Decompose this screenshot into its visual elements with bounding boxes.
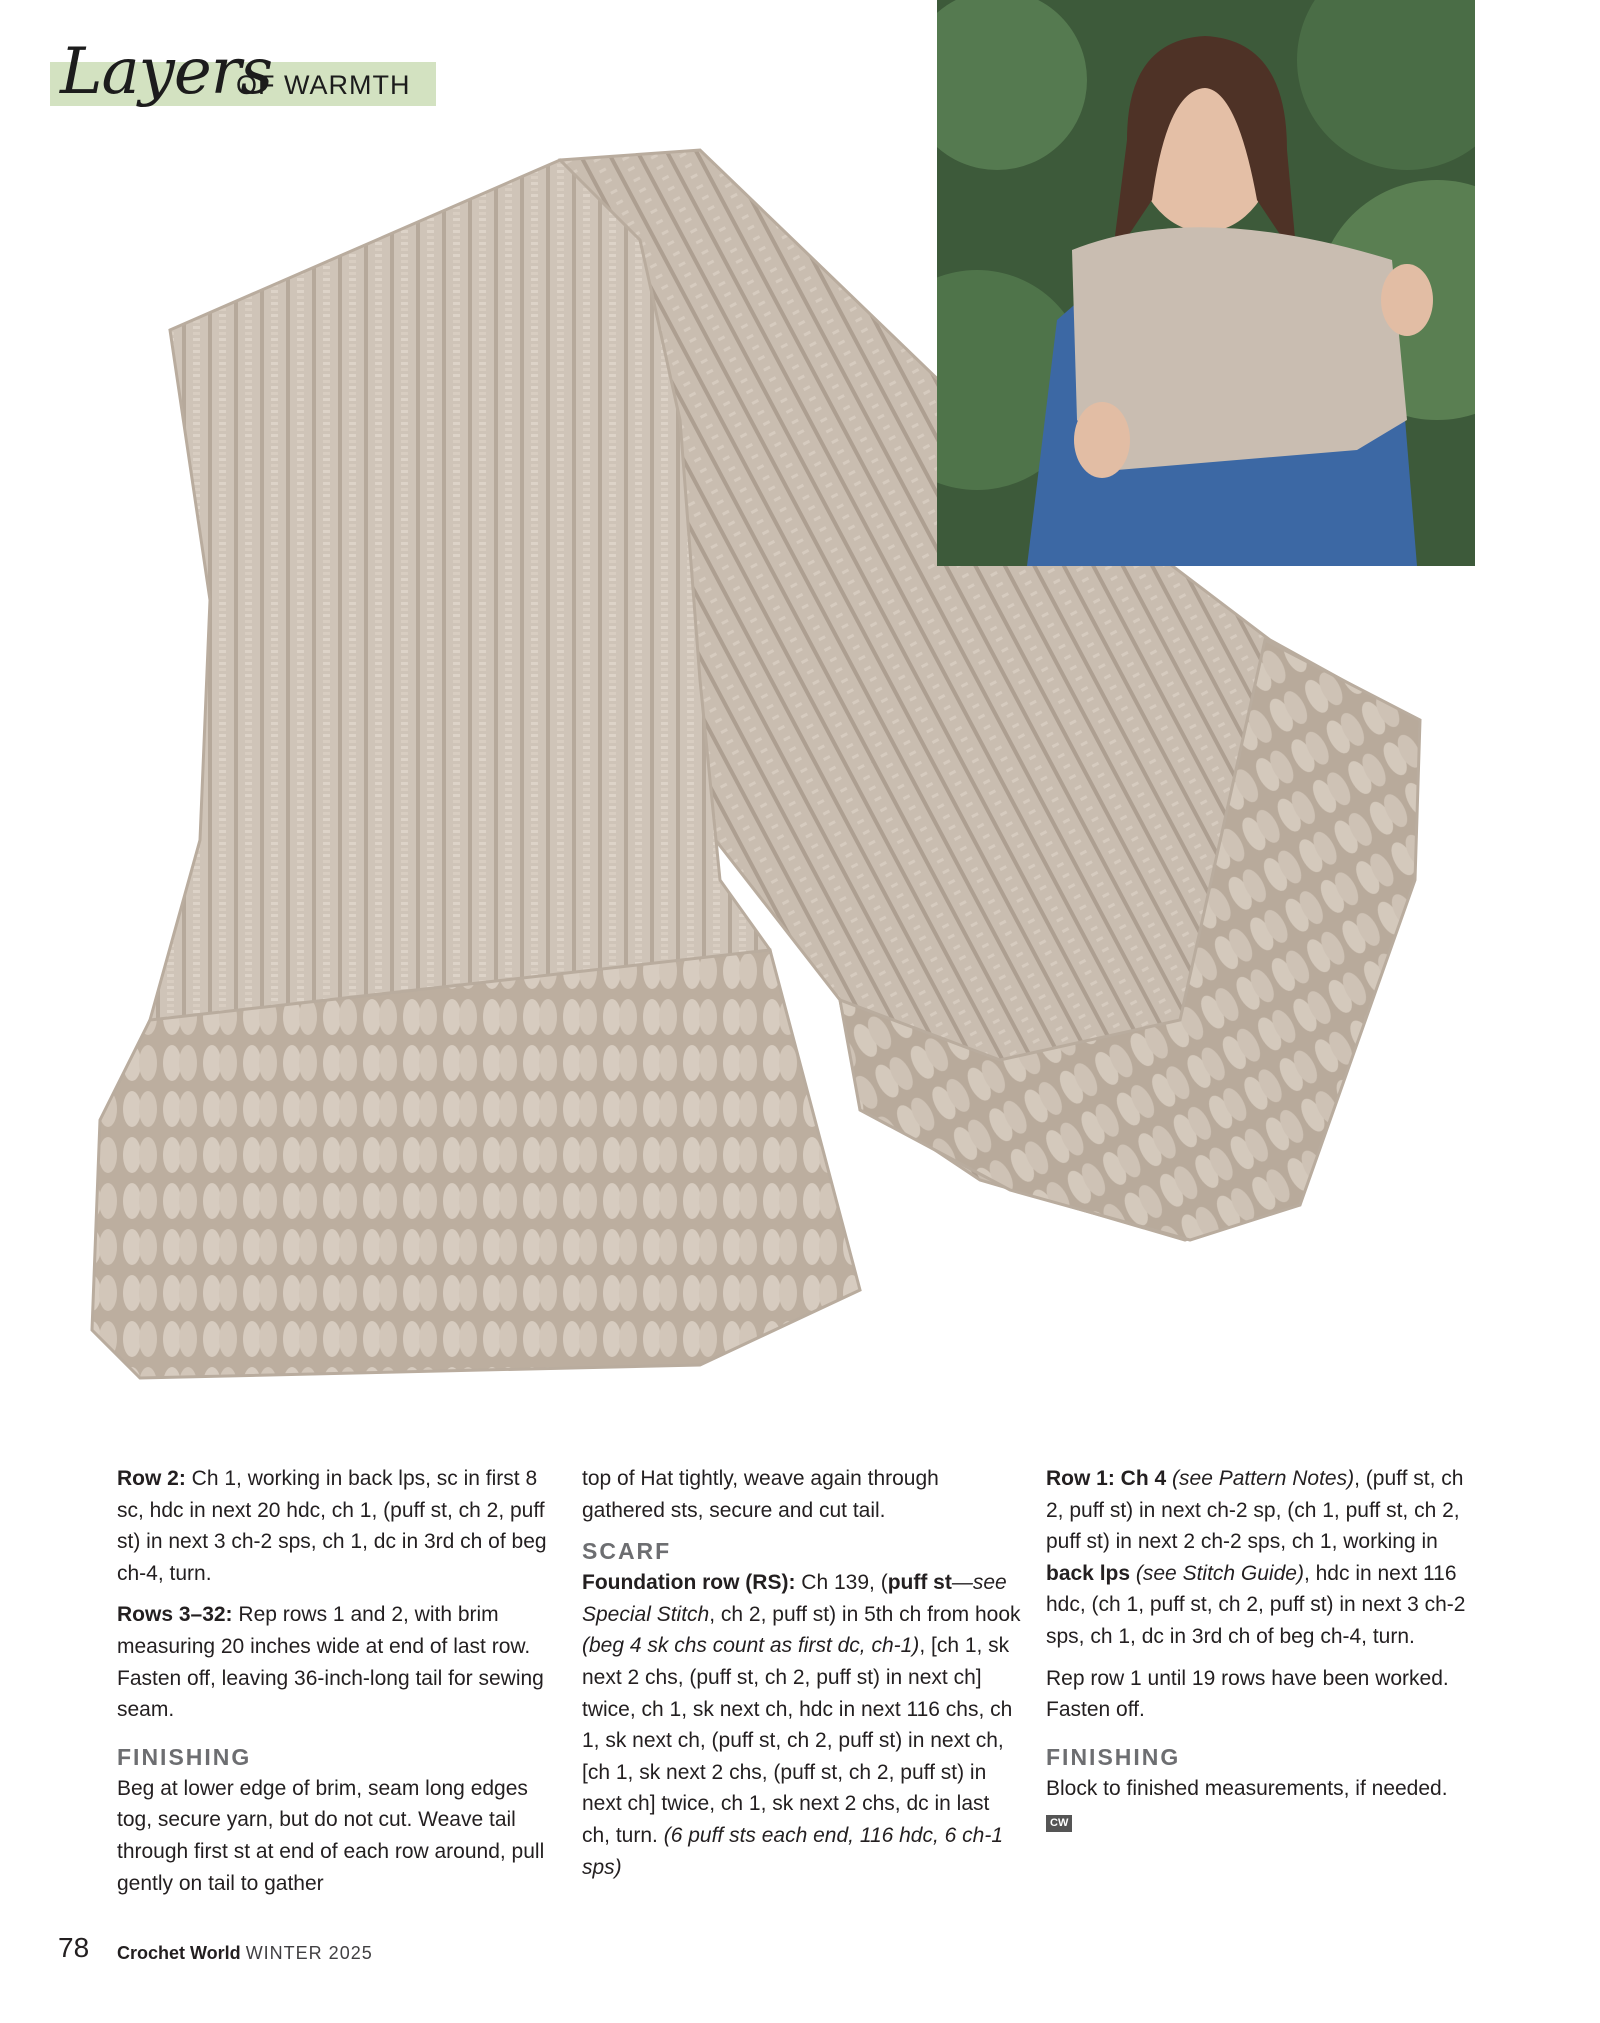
stitch-count-note: (6 puff sts each end, 116 hdc, 6 ch-1 sps) — [582, 1823, 1004, 1879]
row-1-text-1: , (puff st, ch 2, puff st) in next ch-2 sp, (ch 1, puff st, ch 2, puff st) in next 2 ch-2 sps, ch 1, working in — [1046, 1467, 1464, 1554]
repeat-text: Rep row 1 until 19 rows have been worked. Fasten off. — [1046, 1666, 1449, 1722]
foundation-text-2: , ch 2, puff st) in 5th ch from hook — [709, 1602, 1021, 1626]
row-2-text: Ch 1, working in back lps, sc in first 8 sc, hdc in next 20 hdc, ch 1, (puff st, ch 2, puff st) in next 3 ch-2 sps, ch 1, dc in 3rd ch of beg ch-4, turn. — [117, 1467, 547, 1585]
puff-st-term: puff st — [887, 1571, 952, 1595]
foundation-row-paragraph — [582, 1567, 1022, 1883]
hat-continuation-text: top of Hat tightly, weave again through gathered sts, secure and cut tail. — [582, 1467, 939, 1522]
row-1-paragraph — [1046, 1463, 1486, 1653]
foundation-text-3: , [ch 1, sk next 2 chs, (puff st, ch 2, puff st) in next ch] twice, ch 1, sk next ch, hdc in next 116 chs, ch 1, sk next ch, (puff st, ch 2, puff st) in next ch, [ch 1, sk next 2 chs, (puff st, ch 2, puff st) in next ch] twice, ch 1, sk next 2 chs, dc in last ch, turn. — [582, 1634, 1013, 1847]
finishing-text: Beg at lower edge of brim, seam long edges tog, secure yarn, but do not cut. Weave tail through first st at end of each row around, pull gently on tail to gather — [117, 1776, 545, 1895]
foundation-note: (beg 4 sk chs count as first dc, ch-1) — [582, 1634, 920, 1658]
row-2-label: Row 2: — [117, 1467, 186, 1490]
text-column-2 — [582, 1463, 1022, 1893]
model-photo — [937, 0, 1475, 566]
finishing-heading: FINISHING — [117, 1743, 252, 1770]
cw-end-badge: CW — [1046, 1815, 1072, 1832]
rows-3-32-paragraph — [117, 1599, 557, 1725]
foundation-row-label: Foundation row (RS): — [582, 1571, 796, 1595]
text-column-1 — [117, 1463, 557, 1909]
header-script-word: Layers — [60, 35, 273, 109]
magazine-name: Crochet World — [117, 1943, 241, 1963]
issue-label: WINTER 2025 — [245, 1943, 373, 1963]
row-1-label: Row 1: Ch 4 — [1046, 1467, 1167, 1490]
header-caps-words: OF WARMTH — [236, 70, 411, 100]
footer-brand — [117, 1944, 373, 1962]
special-stitch-ref: —see Special Stitch — [582, 1571, 1007, 1626]
text-column-3 — [1046, 1463, 1486, 1836]
rows-3-32-text: Rep rows 1 and 2, with brim measuring 20 inches wide at end of last row. Fasten off, leaving 36-inch-long tail for sewing seam. — [117, 1603, 544, 1722]
row-2-paragraph — [117, 1463, 557, 1589]
foundation-text-1: Ch 139, ( — [795, 1571, 888, 1595]
finishing-heading-scarf: FINISHING — [1046, 1743, 1181, 1770]
page-number: 78 — [58, 1932, 90, 1963]
stitch-guide-ref: (see Stitch Guide) — [1130, 1561, 1304, 1585]
scarf-heading: SCARF — [582, 1538, 672, 1565]
row-1-text-2: , hdc in next 116 hdc, (ch 1, puff st, ch 2, puff st) in next 3 ch-2 sps, ch 1, dc in 3rd ch of beg ch-4, turn. — [1046, 1561, 1466, 1648]
rows-3-32-label: Rows 3–32: — [117, 1603, 233, 1627]
finishing-text-scarf: Block to finished measurements, if needed. — [1046, 1776, 1448, 1800]
back-lps-term: back lps — [1046, 1561, 1131, 1585]
pattern-notes-ref: (see Pattern Notes) — [1166, 1467, 1355, 1490]
